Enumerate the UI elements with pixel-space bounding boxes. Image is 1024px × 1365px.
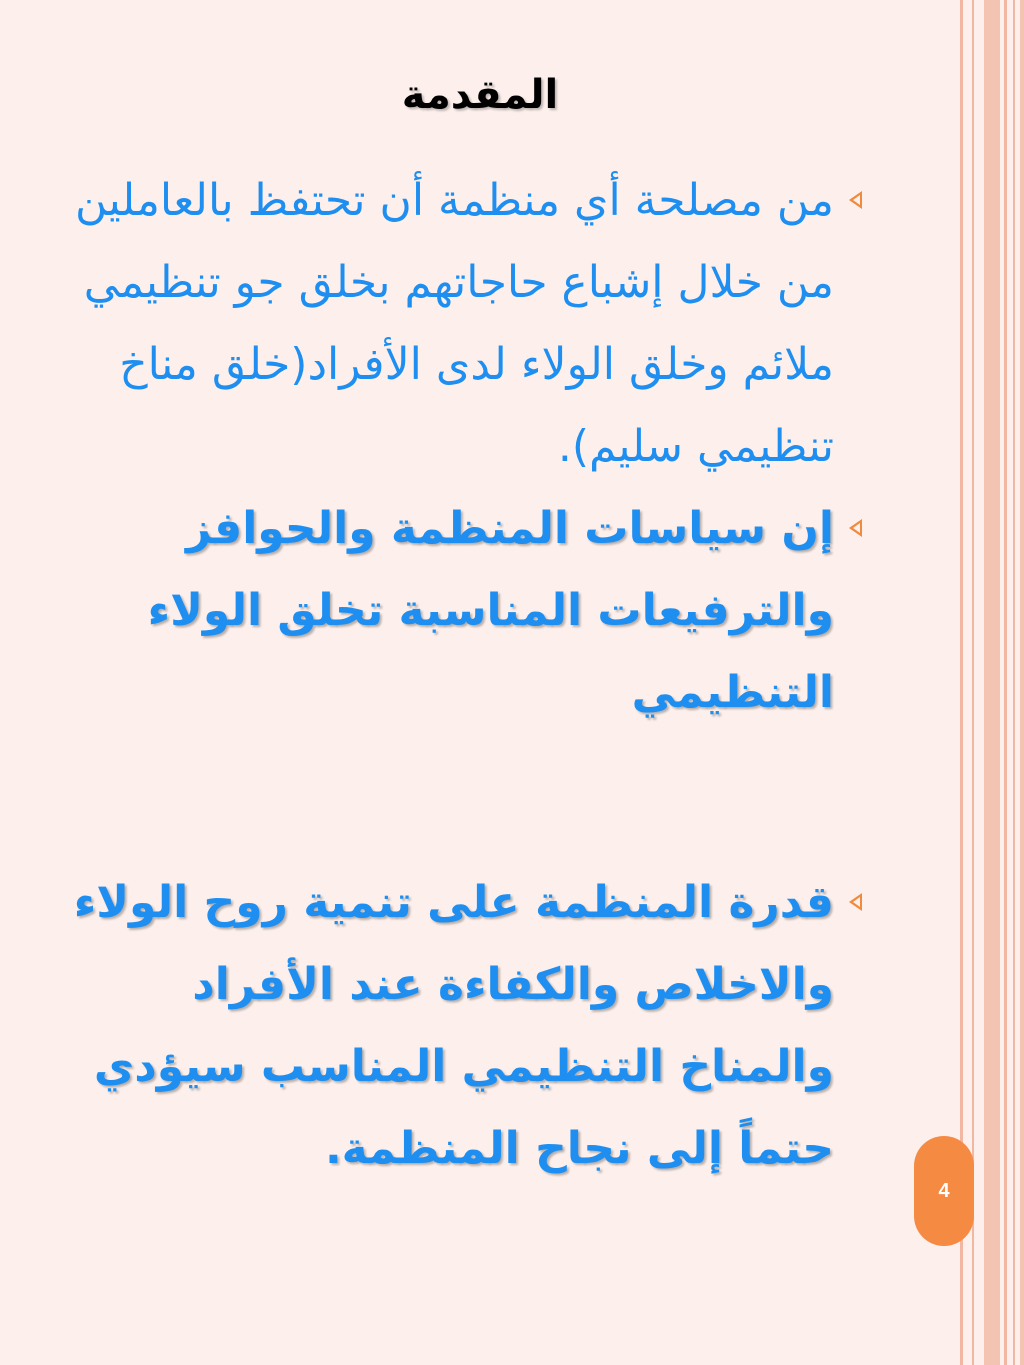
bullet-item	[60, 160, 890, 488]
bullet-item	[60, 862, 890, 1190]
decorative-border-line	[1013, 0, 1015, 1365]
bullet-text: قدرة المنظمة على تنمية روح الولاء والاخلاص والكفاءة عند الأفراد والمناخ التنظيمي المناسب سيؤدي حتماً إلى نجاح المنظمة.	[73, 877, 834, 1174]
decorative-border-band	[984, 0, 1000, 1365]
arrow-bullet-icon	[849, 893, 862, 911]
arrow-bullet-icon	[849, 191, 862, 209]
bullet-text: إن سياسات المنظمة والحوافز والترفيعات المناسبة تخلق الولاء التنظيمي	[147, 503, 834, 718]
bullet-text: من مصلحة أي منظمة أن تحتفظ بالعاملين من خلال إشباع حاجاتهم بخلق جو تنظيمي ملائم وخلق الولاء لدى الأفراد(خلق مناخ تنظيمي سليم).	[75, 175, 834, 472]
slide-title: المقدمة	[401, 72, 559, 118]
decorative-border-band	[1020, 0, 1024, 1365]
arrow-bullet-icon	[849, 519, 862, 537]
bullet-item	[60, 488, 890, 734]
page-number-badge: 4	[914, 1136, 974, 1246]
bullet-list	[60, 160, 890, 1190]
decorative-border-line	[1004, 0, 1007, 1365]
